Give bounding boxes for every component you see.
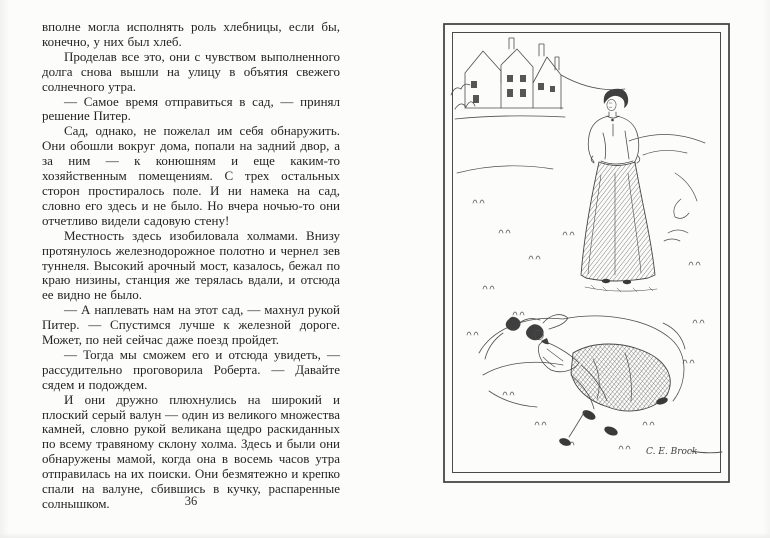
artist-signature [646, 447, 722, 457]
paragraph: — А наплевать нам на этот сад, — махнул рукой Питер. — Спустимся лучше к железной дороге. Может, по ней сейчас даже поезд пройдет. [42, 302, 340, 348]
hill-lines [457, 134, 705, 241]
page-number: 36 [184, 494, 198, 508]
standing-woman [581, 89, 657, 292]
book-illustration [443, 23, 730, 483]
paragraph: Сад, однако, не пожелал им себя обнаружить. Они обошли вокруг дома, попали на задний двор, а за ним — к конюшням и еще каким-то хозяйственным помещениям. С трех остальных сторон простиралось поле. И ни намека на сад, словно его здесь и не было. Но вчера ночью-то они отчетливо видели садовую стену! [42, 123, 340, 228]
left-page-text [42, 20, 340, 512]
sleeping-children [506, 315, 671, 448]
paragraph: И они дружно плюхнулись на широкий и плоский серый валун — один из великого множества камней, словно рукой великана щедро раскиданных по всему травяному склону холма. Здесь и были они обнаружены мамой, когда она в восемь часов утра отправилась на их поиски. Они безмятежно и крепко спали на валуне, сбившись в кучку, распаренные солнышком. [42, 391, 340, 511]
svg-text:C. E. Brock: C. E. Brock [646, 447, 698, 457]
paragraph: — Тогда мы сможем его и отсюда увидеть, — рассудительно проговорила Роберта. — Давайте сядем и подождем. [42, 346, 340, 392]
paragraph: — Самое время отправиться в сад, — принял решение Питер. [42, 93, 340, 124]
paragraph: вполне могла исполнять роль хлебницы, если бы, конечно, у них был хлеб. [42, 19, 340, 49]
illustration-plate [443, 23, 730, 483]
house-sketch [451, 38, 625, 119]
paragraph: Местность здесь изобиловала холмами. Внизу протянулось железнодорожное полотно и чернел зев туннеля. Высокий арочный мост, казалось, бежал по краю низины, станция же терялась вдали, и отсюда ее видно не было. [42, 227, 340, 303]
paragraph: Проделав все это, они с чувством выполненного долга снова вышли на улицу в объятия свежего солнечного утра. [42, 48, 340, 94]
